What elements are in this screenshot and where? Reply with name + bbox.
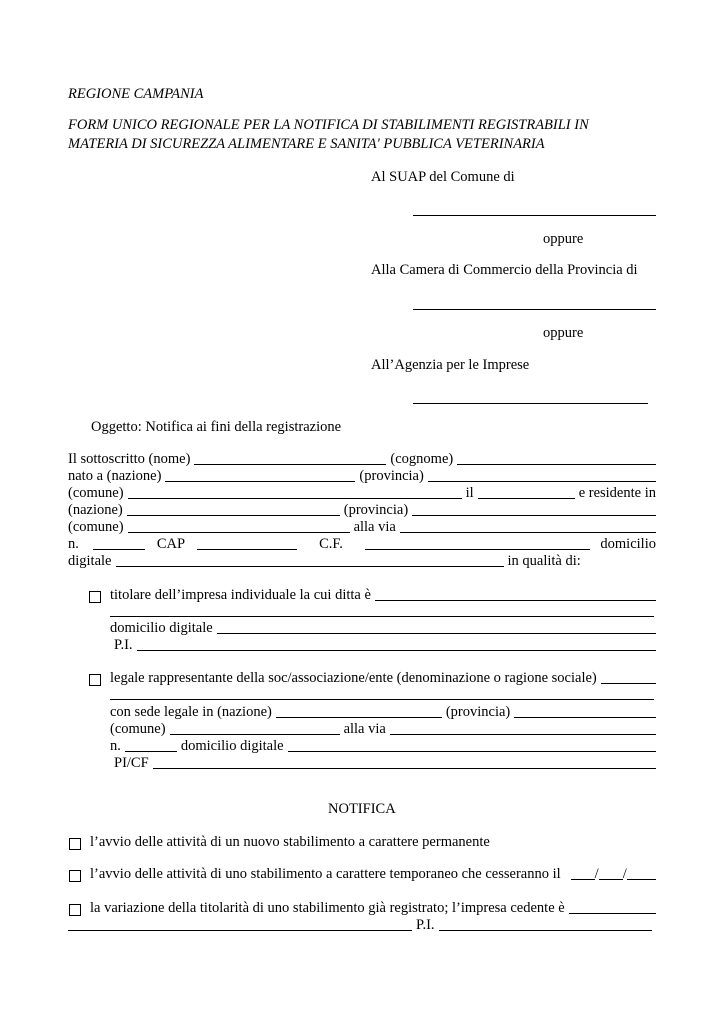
- label: (comune): [110, 721, 166, 737]
- cf-field[interactable]: [365, 536, 590, 550]
- label: legale rappresentante della soc/associazione/ente (denominazione o ragione sociale): [110, 670, 597, 686]
- label: in qualità di:: [507, 553, 581, 569]
- month-field[interactable]: [599, 866, 623, 880]
- label: (comune): [68, 519, 124, 535]
- ditta-field[interactable]: [375, 587, 656, 601]
- nascita-nazione-field[interactable]: [165, 468, 355, 482]
- subject: Oggetto: Notifica ai fini della registrazione: [91, 419, 342, 435]
- titolare-domicilio-field[interactable]: [217, 620, 656, 634]
- year-field[interactable]: [627, 866, 656, 880]
- label: Il sottoscritto (nome): [68, 451, 191, 467]
- label: n.: [68, 536, 79, 552]
- ditta-field-cont[interactable]: [110, 616, 654, 617]
- camera-label: Alla Camera di Commercio della Provincia di: [371, 262, 638, 278]
- ragione-sociale-field-cont[interactable]: [110, 699, 654, 700]
- suap-label: Al SUAP del Comune di: [371, 169, 515, 185]
- label: C.F.: [319, 536, 343, 552]
- picf-field[interactable]: [153, 755, 656, 769]
- form-title-line1: FORM UNICO REGIONALE PER LA NOTIFICA DI STABILIMENTI REGISTRABILI IN: [68, 117, 589, 133]
- sede-civico-field[interactable]: [125, 738, 177, 752]
- label: P.I.: [416, 917, 435, 933]
- label: e residente in: [578, 485, 656, 501]
- cap-field[interactable]: [197, 536, 297, 550]
- label: (cognome): [390, 451, 454, 467]
- label: titolare dell’impresa individuale la cui ditta è: [110, 587, 371, 603]
- notifica-heading: NOTIFICA: [328, 801, 396, 817]
- label: l’avvio delle attività di un nuovo stabilimento a carattere permanente: [90, 834, 490, 850]
- camera-provincia-field[interactable]: [413, 309, 656, 310]
- impresa-cedente-field-cont[interactable]: [68, 917, 412, 931]
- region-heading: REGIONE CAMPANIA: [68, 86, 204, 102]
- agenzia-label: All’Agenzia per le Imprese: [371, 357, 530, 373]
- domicilio-digitale-field[interactable]: [116, 553, 504, 567]
- agenzia-field[interactable]: [413, 403, 648, 404]
- label: con sede legale in (nazione): [110, 704, 272, 720]
- label: (provincia): [445, 704, 511, 720]
- date-separator: /: [622, 866, 627, 882]
- day-field[interactable]: [571, 866, 595, 880]
- ragione-sociale-field[interactable]: [601, 670, 656, 684]
- sede-nazione-field[interactable]: [276, 704, 442, 718]
- variazione-titolarita-checkbox[interactable]: [69, 904, 81, 916]
- label: P.I.: [114, 637, 133, 653]
- residenza-nazione-field[interactable]: [127, 502, 340, 516]
- label: alla via: [343, 721, 386, 737]
- nome-field[interactable]: [194, 451, 386, 465]
- label: CAP: [156, 536, 186, 552]
- residenza-comune-field[interactable]: [128, 519, 350, 533]
- sede-provincia-field[interactable]: [514, 704, 656, 718]
- impresa-cedente-field[interactable]: [569, 900, 656, 914]
- cedente-pi-field[interactable]: [439, 917, 652, 931]
- form-title-line2: MATERIA DI SICUREZZA ALIMENTARE E SANITA' PUBBLICA VETERINARIA: [68, 136, 545, 152]
- suap-comune-field[interactable]: [413, 215, 656, 216]
- label: nato a (nazione): [68, 468, 162, 484]
- legale-checkbox[interactable]: [89, 674, 101, 686]
- avvio-temporaneo-checkbox[interactable]: [69, 870, 81, 882]
- sede-domicilio-field[interactable]: [288, 738, 656, 752]
- civico-field[interactable]: [93, 536, 145, 550]
- nascita-provincia-field[interactable]: [428, 468, 656, 482]
- label: la variazione della titolarità di uno stabilimento già registrato; l’impresa cedente è: [90, 900, 565, 916]
- nascita-comune-field[interactable]: [128, 485, 462, 499]
- label: n.: [110, 738, 121, 754]
- label: PI/CF: [114, 755, 149, 771]
- or-label: oppure: [543, 325, 584, 341]
- residenza-via-field[interactable]: [400, 519, 656, 533]
- cognome-field[interactable]: [457, 451, 656, 465]
- date-separator: /: [594, 866, 599, 882]
- avvio-permanente-checkbox[interactable]: [69, 838, 81, 850]
- titolare-pi-field[interactable]: [137, 637, 656, 651]
- label: (nazione): [68, 502, 123, 518]
- label: (provincia): [343, 502, 409, 518]
- label: (comune): [68, 485, 124, 501]
- label: alla via: [353, 519, 396, 535]
- label: il: [465, 485, 474, 501]
- data-nascita-field[interactable]: [478, 485, 575, 499]
- titolare-checkbox[interactable]: [89, 591, 101, 603]
- label: digitale: [68, 553, 112, 569]
- or-label: oppure: [543, 231, 584, 247]
- label: domicilio digitale: [110, 620, 213, 636]
- sede-comune-field[interactable]: [170, 721, 340, 735]
- sede-via-field[interactable]: [390, 721, 656, 735]
- label: (provincia): [359, 468, 424, 484]
- label: domicilio: [600, 536, 656, 552]
- label: l’avvio delle attività di uno stabilimento a carattere temporaneo che cesseranno il: [90, 866, 561, 882]
- residenza-provincia-field[interactable]: [412, 502, 656, 516]
- label: domicilio digitale: [180, 738, 284, 754]
